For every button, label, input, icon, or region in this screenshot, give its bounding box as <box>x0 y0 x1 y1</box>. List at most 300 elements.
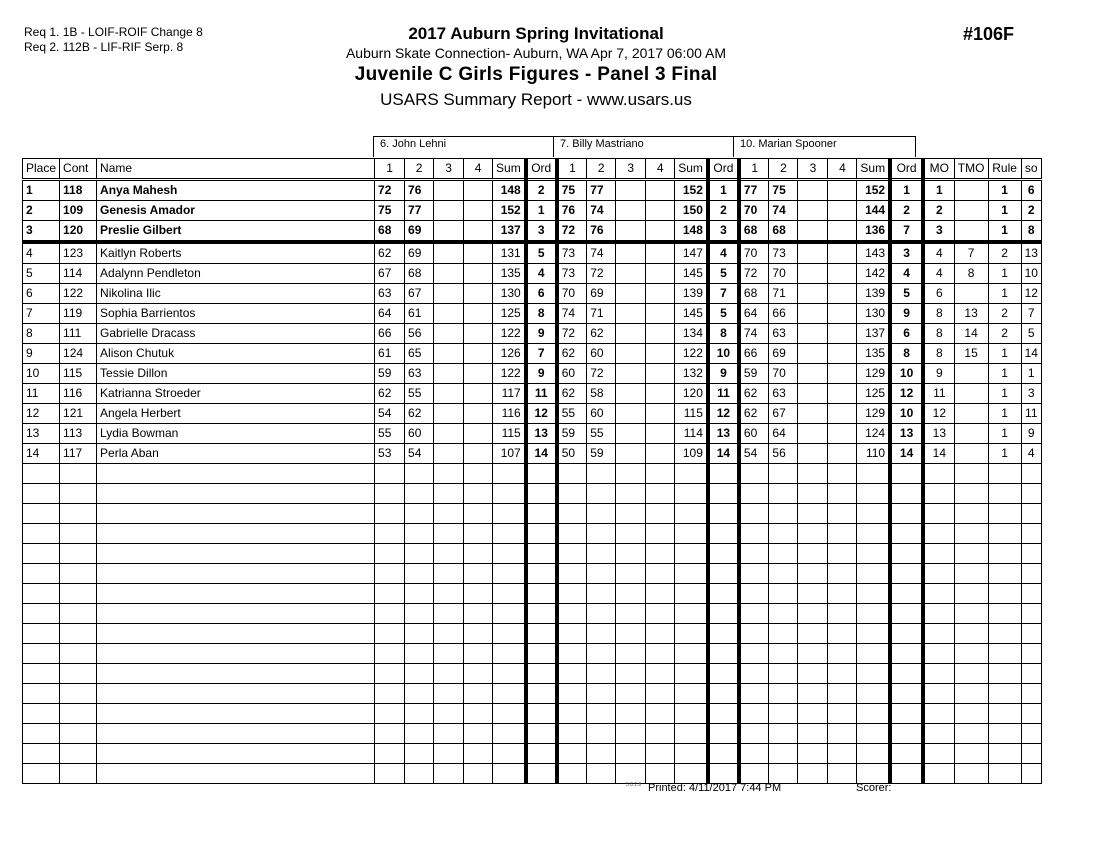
blank-cell <box>739 724 769 744</box>
name-cell: Katrianna Stroeder <box>97 384 375 404</box>
blank-cell <box>97 584 375 604</box>
judge2-ord-cell: 4 <box>708 242 739 264</box>
judge1-score2-cell: 65 <box>405 344 434 364</box>
blank-cell <box>405 644 434 664</box>
cont-cell: 120 <box>60 221 97 243</box>
judge3-ord-cell: 3 <box>890 242 923 264</box>
judge3-sum-cell: 139 <box>857 284 890 304</box>
judge1-ord-cell: 13 <box>526 424 557 444</box>
venue-date: Auburn Skate Connection- Auburn, WA Apr 7, 2017 06:00 AM <box>345 45 727 61</box>
judge3-score3-cell <box>798 344 828 364</box>
blank-cell <box>23 704 60 724</box>
judge3-score1-cell: 68 <box>739 284 769 304</box>
blank-cell <box>646 504 675 524</box>
judge1-score1-cell: 62 <box>375 242 405 264</box>
blank-cell <box>798 704 828 724</box>
judge1-score4-cell <box>464 221 493 243</box>
event-number: #106F <box>963 24 1015 44</box>
judge2-ord-cell: 9 <box>708 364 739 384</box>
blank-cell <box>708 544 739 564</box>
blank-cell <box>923 704 954 724</box>
name-cell: Genesis Amador <box>97 201 375 221</box>
rule-cell: 1 <box>988 221 1021 243</box>
blank-cell <box>954 664 988 684</box>
judge2-score2-cell: 77 <box>587 180 616 201</box>
blank-cell <box>646 764 675 784</box>
blank-cell <box>857 564 890 584</box>
header-judge1-ord: Ord <box>526 159 557 180</box>
judge2-score4-cell <box>646 284 675 304</box>
blank-cell <box>60 744 97 764</box>
header-judge3-ord: Ord <box>890 159 923 180</box>
blank-cell <box>1021 484 1041 504</box>
judge2-score4-cell <box>646 324 675 344</box>
blank-cell <box>464 604 493 624</box>
blank-cell <box>464 544 493 564</box>
name-cell: Angela Herbert <box>97 404 375 424</box>
judge2-sum-cell: 148 <box>675 221 708 243</box>
mo-cell: 14 <box>923 444 954 464</box>
blank-cell <box>557 624 587 644</box>
cont-cell: 119 <box>60 304 97 324</box>
cont-cell: 118 <box>60 180 97 201</box>
blank-cell <box>526 524 557 544</box>
header-so: so <box>1021 159 1041 180</box>
judge2-sum-cell: 114 <box>675 424 708 444</box>
blank-cell <box>434 764 464 784</box>
place-cell: 7 <box>23 304 60 324</box>
blank-cell <box>954 684 988 704</box>
so-cell: 11 <box>1021 404 1041 424</box>
judge3-sum-cell: 142 <box>857 264 890 284</box>
blank-cell <box>464 524 493 544</box>
judge2-ord-cell: 2 <box>708 201 739 221</box>
blank-cell <box>60 704 97 724</box>
cont-cell: 115 <box>60 364 97 384</box>
blank-cell <box>857 644 890 664</box>
blank-cell <box>857 584 890 604</box>
blank-cell <box>97 764 375 784</box>
blank-cell <box>97 484 375 504</box>
blank-cell <box>739 644 769 664</box>
judge1-score4-cell <box>464 404 493 424</box>
judge2-sum-cell: 139 <box>675 284 708 304</box>
name-cell: Preslie Gilbert <box>97 221 375 243</box>
judge2-score3-cell <box>616 242 646 264</box>
blank-cell <box>739 524 769 544</box>
mo-cell: 2 <box>923 201 954 221</box>
tmo-cell <box>954 221 988 243</box>
table-row <box>23 304 1042 324</box>
judge3-ord-cell: 9 <box>890 304 923 324</box>
blank-row <box>23 644 1042 664</box>
blank-cell <box>464 664 493 684</box>
judge1-score2-cell: 54 <box>405 444 434 464</box>
blank-cell <box>434 484 464 504</box>
blank-cell <box>988 764 1021 784</box>
blank-cell <box>988 524 1021 544</box>
blank-cell <box>988 724 1021 744</box>
judge3-score3-cell <box>798 384 828 404</box>
judge1-sum-cell: 152 <box>493 201 526 221</box>
judge1-sum-cell: 115 <box>493 424 526 444</box>
judge2-score2-cell: 59 <box>587 444 616 464</box>
blank-cell <box>675 464 708 484</box>
judge1-sum-cell: 125 <box>493 304 526 324</box>
blank-cell <box>646 584 675 604</box>
blank-cell <box>923 664 954 684</box>
blank-cell <box>526 544 557 564</box>
judge2-ord-cell: 8 <box>708 324 739 344</box>
blank-cell <box>616 624 646 644</box>
cont-cell: 114 <box>60 264 97 284</box>
name-cell: Tessie Dillon <box>97 364 375 384</box>
blank-cell <box>675 544 708 564</box>
judge2-score4-cell <box>646 180 675 201</box>
blank-cell <box>954 484 988 504</box>
blank-cell <box>23 624 60 644</box>
blank-cell <box>798 524 828 544</box>
blank-cell <box>988 744 1021 764</box>
judge3-score3-cell <box>798 201 828 221</box>
judge-header-2: 7. Billy Mastriano <box>553 136 734 157</box>
blank-cell <box>890 764 923 784</box>
blank-cell <box>405 684 434 704</box>
blank-cell <box>828 744 857 764</box>
blank-cell <box>405 624 434 644</box>
blank-cell <box>616 644 646 664</box>
judge3-score1-cell: 66 <box>739 344 769 364</box>
blank-cell <box>464 684 493 704</box>
table-row <box>23 344 1042 364</box>
judge3-sum-cell: 135 <box>857 344 890 364</box>
header-judge1-sum: Sum <box>493 159 526 180</box>
blank-cell <box>954 724 988 744</box>
judge1-sum-cell: 130 <box>493 284 526 304</box>
judge1-score2-cell: 55 <box>405 384 434 404</box>
judge1-score2-cell: 76 <box>405 180 434 201</box>
blank-cell <box>587 524 616 544</box>
judge2-score3-cell <box>616 284 646 304</box>
blank-cell <box>708 524 739 544</box>
tmo-cell <box>954 424 988 444</box>
blank-cell <box>923 764 954 784</box>
cont-cell: 113 <box>60 424 97 444</box>
blank-cell <box>646 664 675 684</box>
blank-cell <box>375 524 405 544</box>
blank-row <box>23 564 1042 584</box>
blank-cell <box>708 764 739 784</box>
judge2-ord-cell: 12 <box>708 404 739 424</box>
judge3-score1-cell: 62 <box>739 404 769 424</box>
rule-cell: 2 <box>988 304 1021 324</box>
blank-cell <box>375 624 405 644</box>
blank-cell <box>23 464 60 484</box>
judge2-score4-cell <box>646 384 675 404</box>
rule-cell: 1 <box>988 384 1021 404</box>
judge1-score1-cell: 68 <box>375 221 405 243</box>
header-judge2-1: 1 <box>557 159 587 180</box>
judge2-score4-cell <box>646 304 675 324</box>
judge1-score2-cell: 67 <box>405 284 434 304</box>
blank-cell <box>375 484 405 504</box>
judge1-score4-cell <box>464 424 493 444</box>
judge1-score3-cell <box>434 424 464 444</box>
mo-cell: 13 <box>923 424 954 444</box>
blank-cell <box>923 544 954 564</box>
judge2-score1-cell: 50 <box>557 444 587 464</box>
blank-cell <box>464 764 493 784</box>
blank-cell <box>857 764 890 784</box>
blank-cell <box>988 484 1021 504</box>
judge1-sum-cell: 126 <box>493 344 526 364</box>
judge3-sum-cell: 129 <box>857 364 890 384</box>
judge1-ord-cell: 3 <box>526 221 557 243</box>
blank-cell <box>1021 524 1041 544</box>
judge2-score3-cell <box>616 364 646 384</box>
blank-cell <box>493 684 526 704</box>
judge3-ord-cell: 5 <box>890 284 923 304</box>
blank-cell <box>526 604 557 624</box>
judge3-score1-cell: 77 <box>739 180 769 201</box>
blank-cell <box>493 564 526 584</box>
judge1-score2-cell: 69 <box>405 242 434 264</box>
judge3-score3-cell <box>798 444 828 464</box>
printed-timestamp: Printed: 4/11/2017 7:44 PM <box>648 782 782 794</box>
blank-cell <box>675 724 708 744</box>
blank-cell <box>557 584 587 604</box>
blank-cell <box>587 764 616 784</box>
judge2-sum-cell: 145 <box>675 304 708 324</box>
blank-cell <box>405 524 434 544</box>
judge1-score4-cell <box>464 444 493 464</box>
blank-cell <box>798 724 828 744</box>
judge2-score4-cell <box>646 344 675 364</box>
blank-cell <box>60 484 97 504</box>
table-row <box>23 201 1042 221</box>
blank-cell <box>23 564 60 584</box>
judge2-score2-cell: 69 <box>587 284 616 304</box>
blank-cell <box>923 524 954 544</box>
blank-cell <box>616 504 646 524</box>
blank-cell <box>890 684 923 704</box>
judge1-score2-cell: 68 <box>405 264 434 284</box>
name-cell: Sophia Barrientos <box>97 304 375 324</box>
tmo-cell <box>954 364 988 384</box>
blank-cell <box>60 524 97 544</box>
judge3-score3-cell <box>798 180 828 201</box>
blank-cell <box>405 504 434 524</box>
blank-cell <box>587 584 616 604</box>
blank-cell <box>769 484 798 504</box>
blank-cell <box>1021 544 1041 564</box>
place-cell: 4 <box>23 242 60 264</box>
blank-cell <box>493 624 526 644</box>
blank-cell <box>890 704 923 724</box>
blank-cell <box>60 724 97 744</box>
judge3-ord-cell: 1 <box>890 180 923 201</box>
judge3-ord-cell: 6 <box>890 324 923 344</box>
blank-cell <box>890 664 923 684</box>
blank-cell <box>493 704 526 724</box>
judge2-score2-cell: 72 <box>587 364 616 384</box>
rule-cell: 1 <box>988 284 1021 304</box>
blank-cell <box>557 484 587 504</box>
judge2-score4-cell <box>646 264 675 284</box>
blank-cell <box>769 744 798 764</box>
blank-cell <box>675 664 708 684</box>
blank-cell <box>375 684 405 704</box>
blank-cell <box>739 584 769 604</box>
blank-cell <box>675 504 708 524</box>
judge3-score2-cell: 63 <box>769 384 798 404</box>
blank-cell <box>1021 764 1041 784</box>
header-judge3-sum: Sum <box>857 159 890 180</box>
blank-cell <box>769 464 798 484</box>
blank-cell <box>616 744 646 764</box>
judge2-score3-cell <box>616 444 646 464</box>
blank-cell <box>375 744 405 764</box>
blank-cell <box>405 724 434 744</box>
blank-cell <box>97 464 375 484</box>
judge3-score2-cell: 71 <box>769 284 798 304</box>
tmo-cell: 14 <box>954 324 988 344</box>
judge1-score4-cell <box>464 180 493 201</box>
blank-cell <box>616 664 646 684</box>
blank-cell <box>526 644 557 664</box>
judge2-score1-cell: 60 <box>557 364 587 384</box>
blank-cell <box>1021 504 1041 524</box>
judge2-sum-cell: 152 <box>675 180 708 201</box>
judge3-score4-cell <box>828 284 857 304</box>
blank-cell <box>708 484 739 504</box>
blank-cell <box>526 624 557 644</box>
blank-cell <box>587 544 616 564</box>
blank-cell <box>739 704 769 724</box>
judge1-score3-cell <box>434 304 464 324</box>
judge2-score4-cell <box>646 424 675 444</box>
so-cell: 8 <box>1021 221 1041 243</box>
blank-cell <box>493 724 526 744</box>
judge1-score2-cell: 56 <box>405 324 434 344</box>
blank-cell <box>375 644 405 664</box>
blank-cell <box>23 764 60 784</box>
tmo-cell <box>954 201 988 221</box>
blank-cell <box>23 544 60 564</box>
blank-cell <box>375 664 405 684</box>
table-row <box>23 221 1042 243</box>
judge3-score3-cell <box>798 242 828 264</box>
judge1-score3-cell <box>434 264 464 284</box>
blank-cell <box>526 584 557 604</box>
blank-cell <box>405 764 434 784</box>
blank-cell <box>587 704 616 724</box>
judge1-score1-cell: 66 <box>375 324 405 344</box>
blank-cell <box>616 764 646 784</box>
blank-cell <box>954 544 988 564</box>
blank-cell <box>405 564 434 584</box>
judge1-ord-cell: 14 <box>526 444 557 464</box>
blank-cell <box>587 744 616 764</box>
blank-cell <box>739 684 769 704</box>
rule-cell: 1 <box>988 404 1021 424</box>
blank-cell <box>708 604 739 624</box>
judge2-sum-cell: 150 <box>675 201 708 221</box>
table-row <box>23 324 1042 344</box>
judge3-score1-cell: 70 <box>739 242 769 264</box>
blank-cell <box>708 744 739 764</box>
judge2-score1-cell: 55 <box>557 404 587 424</box>
mo-cell: 3 <box>923 221 954 243</box>
judge2-score2-cell: 74 <box>587 242 616 264</box>
blank-cell <box>493 664 526 684</box>
blank-cell <box>890 504 923 524</box>
blank-cell <box>988 464 1021 484</box>
blank-cell <box>375 464 405 484</box>
blank-cell <box>60 624 97 644</box>
judge2-score3-cell <box>616 424 646 444</box>
results-table <box>22 158 1042 784</box>
blank-cell <box>769 604 798 624</box>
judge2-score1-cell: 72 <box>557 221 587 243</box>
blank-cell <box>434 684 464 704</box>
blank-cell <box>857 724 890 744</box>
judge3-sum-cell: 110 <box>857 444 890 464</box>
blank-cell <box>375 504 405 524</box>
blank-cell <box>616 544 646 564</box>
judge2-score4-cell <box>646 444 675 464</box>
blank-cell <box>923 504 954 524</box>
blank-cell <box>828 524 857 544</box>
blank-cell <box>493 584 526 604</box>
blank-cell <box>646 544 675 564</box>
blank-cell <box>375 724 405 744</box>
judge1-score3-cell <box>434 444 464 464</box>
blank-cell <box>97 524 375 544</box>
place-cell: 10 <box>23 364 60 384</box>
blank-cell <box>857 524 890 544</box>
judge2-score2-cell: 58 <box>587 384 616 404</box>
judge2-score1-cell: 75 <box>557 180 587 201</box>
blank-cell <box>798 584 828 604</box>
blank-cell <box>405 484 434 504</box>
judge2-score1-cell: 73 <box>557 264 587 284</box>
judge3-score4-cell <box>828 364 857 384</box>
blank-cell <box>434 744 464 764</box>
blank-cell <box>434 704 464 724</box>
mo-cell: 4 <box>923 264 954 284</box>
judge1-score4-cell <box>464 364 493 384</box>
judge2-score3-cell <box>616 304 646 324</box>
so-cell: 5 <box>1021 324 1041 344</box>
blank-cell <box>828 584 857 604</box>
blank-row <box>23 724 1042 744</box>
blank-cell <box>988 704 1021 724</box>
blank-row <box>23 604 1042 624</box>
judge3-score3-cell <box>798 364 828 384</box>
blank-cell <box>890 564 923 584</box>
blank-cell <box>23 484 60 504</box>
blank-cell <box>97 664 375 684</box>
blank-cell <box>557 604 587 624</box>
mo-cell: 1 <box>923 180 954 201</box>
blank-cell <box>557 524 587 544</box>
judge1-score2-cell: 61 <box>405 304 434 324</box>
blank-cell <box>97 684 375 704</box>
name-cell: Alison Chutuk <box>97 344 375 364</box>
blank-cell <box>828 544 857 564</box>
blank-cell <box>587 604 616 624</box>
